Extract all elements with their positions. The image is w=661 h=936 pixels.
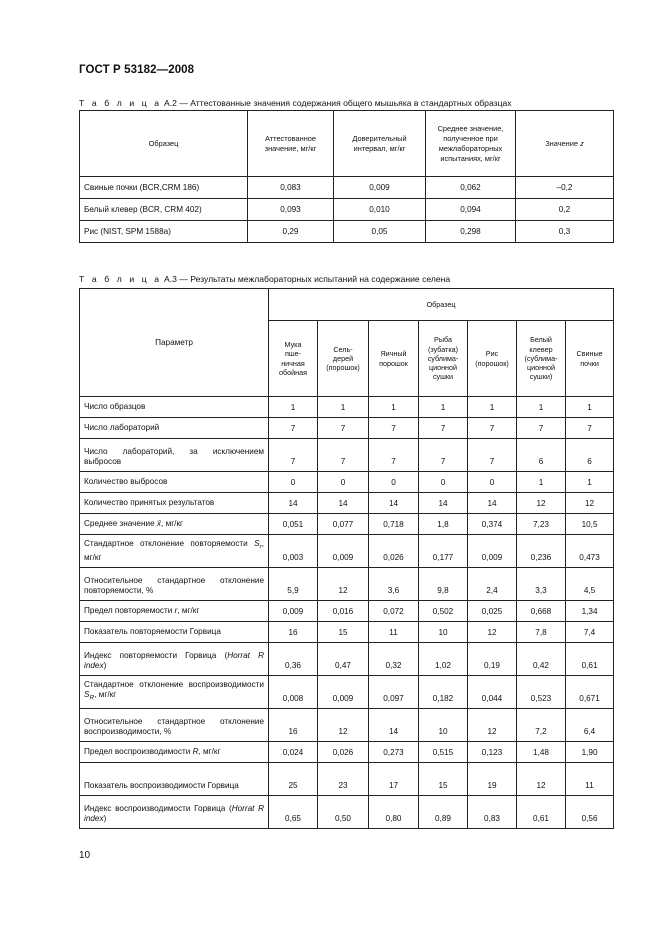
cell-value: 0,523 [517, 676, 566, 709]
cell-value: 16 [269, 622, 318, 643]
cell-value: 7,2 [517, 709, 566, 742]
table-row [80, 676, 614, 709]
cell-value: 7 [419, 418, 468, 439]
table-a3-caption-text: А.3 — Результаты межлабораторных испытаний на содержание селена [163, 274, 451, 284]
row-parameter [80, 709, 269, 742]
header-z-symbol: z [580, 138, 584, 148]
column-header-line: сублима- [427, 353, 459, 363]
row-parameter-post: , мг/кг [94, 690, 117, 700]
cell-value: 0 [269, 472, 318, 493]
cell-value: 1 [419, 397, 468, 418]
cell-value: 0,65 [269, 796, 318, 829]
page-number: 10 [79, 850, 91, 861]
table-a2-caption [79, 98, 512, 108]
table-a3-header-row-1 [80, 289, 614, 321]
cell-value: 0,097 [369, 676, 419, 709]
row-parameter [80, 643, 269, 676]
cell-value: 7,8 [517, 622, 566, 643]
cell-value: 7 [269, 418, 318, 439]
cell-value: 1,34 [566, 601, 614, 622]
cell-value: 0,61 [566, 643, 614, 676]
cell-sample: Рис (NIST, SPM 1588a) [80, 221, 248, 243]
row-parameter [80, 763, 269, 796]
row-parameter [80, 514, 269, 535]
row-parameter-sym: R [192, 747, 199, 756]
row-parameter-pre: Индекс повторяемости Горвица ( [84, 651, 228, 660]
table-row [80, 397, 614, 418]
table-a2-header-row [80, 111, 614, 177]
cell-value: 1 [468, 397, 517, 418]
column-header [566, 321, 614, 397]
column-header-line: обойная [279, 367, 307, 377]
row-parameter-pre: Относительное стандартное отклонение воспроизводимости, % [84, 717, 264, 736]
cell-value: 5,9 [269, 568, 318, 601]
row-parameter-pre: Относительное стандартное отклонение повторяемости, % [84, 576, 264, 595]
cell-certified: 0,083 [248, 177, 334, 199]
row-parameter-post: , мг/кг [161, 519, 184, 528]
column-header-line: Белый [530, 335, 552, 345]
header-confidence: Доверительный интервал, мг/кг [334, 111, 426, 177]
cell-value: 0,072 [369, 601, 419, 622]
row-parameter [80, 796, 269, 829]
row-parameter [80, 601, 269, 622]
column-header-line: Мука [284, 340, 302, 350]
cell-value: 0,025 [468, 601, 517, 622]
cell-value: 0 [419, 472, 468, 493]
cell-value: 0,009 [468, 535, 517, 568]
table-row [80, 493, 614, 514]
row-parameter-pre: Показатель воспроизводимости Горвица [84, 781, 239, 790]
row-parameter-sym: r [174, 606, 178, 615]
cell-value: 0,044 [468, 676, 517, 709]
cell-value: 0,008 [269, 676, 318, 709]
cell-value: 14 [369, 493, 419, 514]
cell-value: 0,19 [468, 643, 517, 676]
row-parameter [80, 622, 269, 643]
cell-value: 0,016 [318, 601, 369, 622]
cell-value: 0,009 [269, 601, 318, 622]
cell-z: 0,3 [516, 221, 614, 243]
column-header-line: почки [580, 358, 599, 368]
row-parameter [80, 742, 269, 763]
column-header-line: Рис [485, 349, 499, 359]
cell-value: 0,009 [318, 535, 369, 568]
cell-value: 0,61 [517, 796, 566, 829]
cell-mean: 0,094 [426, 199, 516, 221]
cell-value: 0,671 [566, 676, 614, 709]
row-parameter-sub: r [259, 544, 262, 551]
document-title: ГОСТ Р 53182—2008 [79, 64, 195, 76]
header-parameter: Параметр [80, 289, 269, 397]
table-row [80, 177, 614, 199]
cell-value: 10 [419, 709, 468, 742]
cell-value: 11 [566, 763, 614, 796]
row-parameter [80, 568, 269, 601]
cell-value: 12 [517, 493, 566, 514]
row-parameter-pre: Стандартное отклонение воспроизводимости [84, 680, 264, 690]
header-mean: Среднее значение, полученное при межлабораторных испытаниях, мг/кг [426, 111, 516, 177]
table-row [80, 796, 614, 829]
cell-value: 15 [419, 763, 468, 796]
cell-value: 1 [269, 397, 318, 418]
row-parameter [80, 535, 269, 568]
column-header-line: Яичный [380, 349, 407, 359]
row-parameter-post: ) [103, 661, 107, 670]
cell-value: 0,80 [369, 796, 419, 829]
column-header-line: ничная [281, 358, 305, 368]
cell-value: 14 [369, 709, 419, 742]
cell-value: 1 [369, 397, 419, 418]
cell-value: 14 [269, 493, 318, 514]
cell-value: 2,4 [468, 568, 517, 601]
table-a2 [79, 110, 614, 243]
table-row [80, 622, 614, 643]
cell-value: 12 [468, 709, 517, 742]
cell-value: 12 [318, 568, 369, 601]
header-sample: Образец [80, 111, 248, 177]
cell-value: 7 [419, 439, 468, 472]
column-header [369, 321, 419, 397]
row-parameter-pre: Число лабораторий, за исключением выбросов [84, 447, 264, 466]
column-header [517, 321, 566, 397]
cell-value: 7 [566, 418, 614, 439]
cell-value: 7 [369, 418, 419, 439]
cell-value: 0,009 [318, 676, 369, 709]
cell-value: 1 [517, 397, 566, 418]
cell-value: 1,8 [419, 514, 468, 535]
row-parameter-post: , мг/кг [84, 539, 264, 562]
cell-value: 7,4 [566, 622, 614, 643]
header-z [516, 111, 614, 177]
column-header-line: (сублима- [524, 353, 558, 363]
cell-confidence: 0,009 [334, 177, 426, 199]
cell-confidence: 0,05 [334, 221, 426, 243]
row-parameter-sym: x̄ [156, 519, 162, 528]
table-row [80, 601, 614, 622]
column-header-line: Свиные [576, 349, 603, 359]
row-parameter [80, 439, 269, 472]
column-header-line: Сель- [333, 344, 353, 354]
cell-value: 0,32 [369, 643, 419, 676]
column-header-line: сушки) [529, 372, 553, 382]
table-row [80, 199, 614, 221]
table-a3 [79, 288, 614, 829]
cell-value: 0,47 [318, 643, 369, 676]
cell-value: 0,668 [517, 601, 566, 622]
column-header-line: (порошок) [326, 363, 360, 373]
table-row [80, 742, 614, 763]
cell-value: 0,177 [419, 535, 468, 568]
column-header-line: Рыба [434, 335, 452, 345]
cell-z: 0,2 [516, 199, 614, 221]
table-a3-caption [79, 274, 450, 284]
cell-value: 0 [369, 472, 419, 493]
column-header [468, 321, 517, 397]
cell-value: 9,8 [419, 568, 468, 601]
cell-value: 12 [566, 493, 614, 514]
cell-value: 0,003 [269, 535, 318, 568]
cell-value: 7 [517, 418, 566, 439]
cell-value: 12 [517, 763, 566, 796]
row-parameter [80, 397, 269, 418]
column-header [269, 321, 318, 397]
row-parameter-pre: Среднее значение [84, 519, 157, 528]
column-header-line: порошок [379, 358, 408, 368]
cell-value: 1,02 [419, 643, 468, 676]
column-header-line: ционной [526, 363, 556, 373]
table-row [80, 763, 614, 796]
column-header-line: дерей [332, 353, 354, 363]
column-header-line: клевер [529, 344, 553, 354]
cell-confidence: 0,010 [334, 199, 426, 221]
cell-certified: 0,093 [248, 199, 334, 221]
cell-value: 0,473 [566, 535, 614, 568]
cell-value: 1,48 [517, 742, 566, 763]
cell-value: 7 [369, 439, 419, 472]
row-parameter-pre: Индекс воспроизводимости Горвица ( [84, 804, 232, 813]
row-parameter-pre: Предел воспроизводимости [84, 747, 193, 756]
table-row [80, 535, 614, 568]
column-header [419, 321, 468, 397]
row-parameter-sym: S [254, 539, 260, 549]
column-header-line: (зубатка) [427, 344, 459, 354]
table-a3-caption-prefix: Т а б л и ц а [79, 274, 162, 284]
cell-value: 0 [468, 472, 517, 493]
column-header-line: (порошок) [475, 358, 509, 368]
cell-value: 0,56 [566, 796, 614, 829]
cell-value: 12 [318, 709, 369, 742]
cell-value: 0,374 [468, 514, 517, 535]
row-parameter [80, 472, 269, 493]
table-row [80, 514, 614, 535]
cell-value: 7 [269, 439, 318, 472]
header-z-label: Значение [545, 138, 578, 148]
row-parameter-pre: Число образцов [84, 402, 146, 411]
row-parameter-post: ) [103, 814, 107, 823]
column-header-line: сушки [432, 372, 454, 382]
cell-value: 0,502 [419, 601, 468, 622]
column-header-line: ционной [428, 363, 458, 373]
cell-value: 7 [318, 439, 369, 472]
cell-value: 6 [517, 439, 566, 472]
cell-value: 0,123 [468, 742, 517, 763]
cell-value: 7 [318, 418, 369, 439]
table-row [80, 418, 614, 439]
column-header-line: пше- [284, 349, 302, 359]
row-parameter-sym: Horrat R index [84, 804, 264, 823]
table-a2-caption-text: А.2 — Аттестованные значения содержания общего мышьяка в стандартных образцах [163, 98, 512, 108]
cell-z: –0,2 [516, 177, 614, 199]
column-header [318, 321, 369, 397]
cell-sample: Свиные почки (BCR,CRM 186) [80, 177, 248, 199]
row-parameter-pre: Количество принятых результатов [84, 498, 215, 507]
cell-value: 0 [318, 472, 369, 493]
cell-value: 19 [468, 763, 517, 796]
cell-value: 16 [269, 709, 318, 742]
table-row [80, 643, 614, 676]
row-parameter [80, 676, 269, 709]
cell-value: 7 [468, 418, 517, 439]
cell-value: 0,89 [419, 796, 468, 829]
table-row [80, 568, 614, 601]
cell-value: 4,5 [566, 568, 614, 601]
row-parameter-pre: Число лабораторий [84, 423, 160, 432]
cell-value: 0,077 [318, 514, 369, 535]
cell-value: 0,026 [318, 742, 369, 763]
cell-value: 10,5 [566, 514, 614, 535]
cell-value: 0,051 [269, 514, 318, 535]
cell-value: 17 [369, 763, 419, 796]
cell-value: 6,4 [566, 709, 614, 742]
cell-value: 0,182 [419, 676, 468, 709]
cell-value: 0,026 [369, 535, 419, 568]
cell-value: 7,23 [517, 514, 566, 535]
table-row [80, 221, 614, 243]
cell-value: 14 [419, 493, 468, 514]
cell-value: 1 [517, 472, 566, 493]
table-row [80, 709, 614, 742]
table-a2-caption-prefix: Т а б л и ц а [79, 98, 162, 108]
cell-value: 0,83 [468, 796, 517, 829]
row-parameter-pre: Показатель повторяемости Горвица [84, 627, 221, 636]
cell-value: 7 [468, 439, 517, 472]
cell-value: 0,718 [369, 514, 419, 535]
row-parameter-sub: R [89, 695, 95, 702]
row-parameter-pre: Предел повторяемости [84, 606, 175, 615]
table-row [80, 472, 614, 493]
cell-value: 6 [566, 439, 614, 472]
header-certified: Аттестованное значение, мг/кг [248, 111, 334, 177]
cell-value: 11 [369, 622, 419, 643]
table-row [80, 439, 614, 472]
cell-value: 3,6 [369, 568, 419, 601]
cell-value: 15 [318, 622, 369, 643]
cell-mean: 0,062 [426, 177, 516, 199]
cell-value: 0,515 [419, 742, 468, 763]
header-sample-group: Образец [269, 289, 614, 321]
row-parameter-post: , мг/кг [198, 747, 221, 756]
row-parameter-sym: S [84, 690, 90, 700]
cell-value: 14 [468, 493, 517, 514]
cell-sample: Белый клевер (BCR, CRM 402) [80, 199, 248, 221]
cell-value: 1,90 [566, 742, 614, 763]
cell-value: 1 [566, 397, 614, 418]
row-parameter [80, 418, 269, 439]
cell-mean: 0,298 [426, 221, 516, 243]
row-parameter-post: , мг/кг [177, 606, 200, 615]
cell-value: 0,36 [269, 643, 318, 676]
cell-value: 23 [318, 763, 369, 796]
cell-value: 0,50 [318, 796, 369, 829]
cell-value: 1 [566, 472, 614, 493]
row-parameter [80, 493, 269, 514]
row-parameter-sym: Horrat R index [84, 651, 264, 670]
cell-value: 1 [318, 397, 369, 418]
cell-value: 12 [468, 622, 517, 643]
row-parameter-pre: Количество выбросов [84, 477, 168, 486]
row-parameter-pre: Стандартное отклонение повторяемости [84, 539, 255, 549]
cell-value: 0,42 [517, 643, 566, 676]
cell-value: 0,024 [269, 742, 318, 763]
cell-value: 3,3 [517, 568, 566, 601]
cell-value: 14 [318, 493, 369, 514]
cell-value: 0,236 [517, 535, 566, 568]
cell-certified: 0,29 [248, 221, 334, 243]
cell-value: 10 [419, 622, 468, 643]
cell-value: 25 [269, 763, 318, 796]
cell-value: 0,273 [369, 742, 419, 763]
